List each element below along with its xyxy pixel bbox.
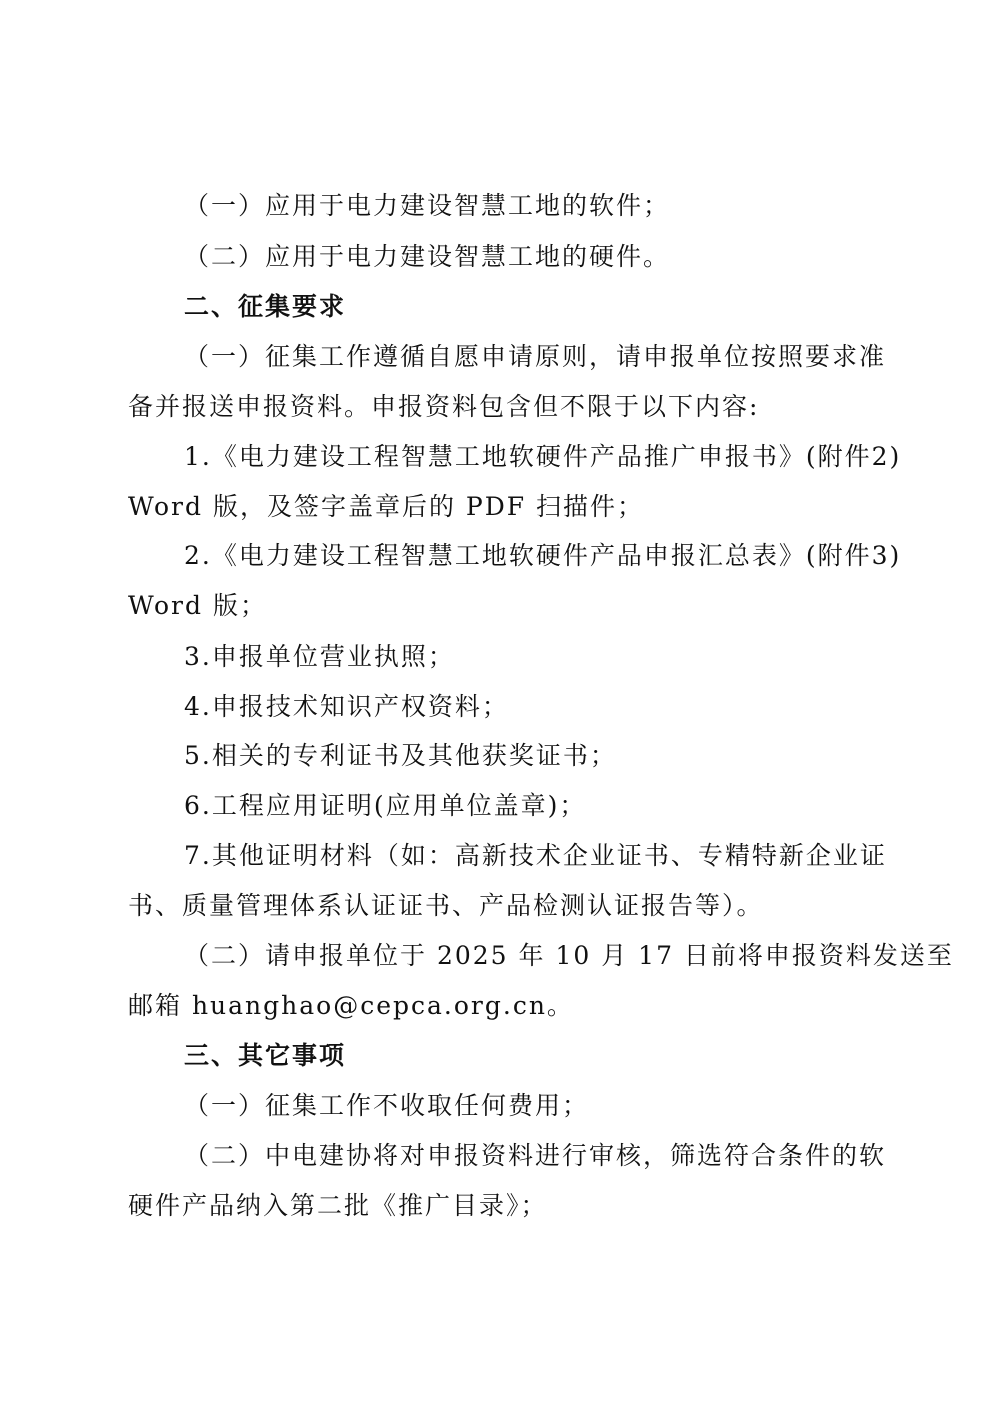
list-item-2-line-2: Word 版； (128, 591, 267, 620)
list-item-5: 5.相关的专利证书及其他获奖证书； (184, 741, 617, 770)
list-item-4: 4.申报技术知识产权资料； (184, 692, 509, 721)
scope-item-software: （一）应用于电力建设智慧工地的软件； (184, 191, 671, 220)
list-item-1-line-1: 1.《电力建设工程智慧工地软硬件产品推广申报书》(附件2) (184, 442, 902, 471)
requirements-paragraph-1-line-1: （一）征集工作遵循自愿申请原则，请申报单位按照要求准 (184, 342, 887, 371)
list-item-2-line-1: 2.《电力建设工程智慧工地软硬件产品申报汇总表》(附件3) (184, 541, 902, 570)
list-item-7-line-1: 7.其他证明材料（如：高新技术企业证书、专精特新企业证 (184, 841, 887, 870)
section-heading-requirements: 二、征集要求 (184, 292, 347, 321)
list-item-1-line-2: Word 版，及签字盖章后的 PDF 扫描件； (128, 492, 645, 521)
scope-item-hardware: （二）应用于电力建设智慧工地的硬件。 (184, 242, 671, 271)
other-matters-paragraph-1: （一）征集工作不收取任何费用； (184, 1091, 590, 1120)
list-item-6: 6.工程应用证明(应用单位盖章)； (184, 791, 587, 820)
list-item-7-line-2: 书、质量管理体系认证证书、产品检测认证报告等）。 (128, 891, 764, 920)
other-matters-paragraph-2-line-1: （二）中电建协将对申报资料进行审核，筛选符合条件的软 (184, 1141, 887, 1170)
requirements-paragraph-2-line-2: 邮箱 huanghao@cepca.org.cn。 (128, 991, 574, 1020)
section-heading-other-matters: 三、其它事项 (184, 1041, 347, 1070)
list-item-3: 3.申报单位营业执照； (184, 642, 455, 671)
other-matters-paragraph-2-line-2: 硬件产品纳入第二批《推广目录》； (128, 1191, 548, 1220)
requirements-paragraph-1-line-2: 备并报送申报资料。申报资料包含但不限于以下内容: (128, 392, 760, 421)
requirements-paragraph-2-line-1: （二）请申报单位于 2025 年 10 月 17 日前将申报资料发送至 (184, 941, 954, 970)
